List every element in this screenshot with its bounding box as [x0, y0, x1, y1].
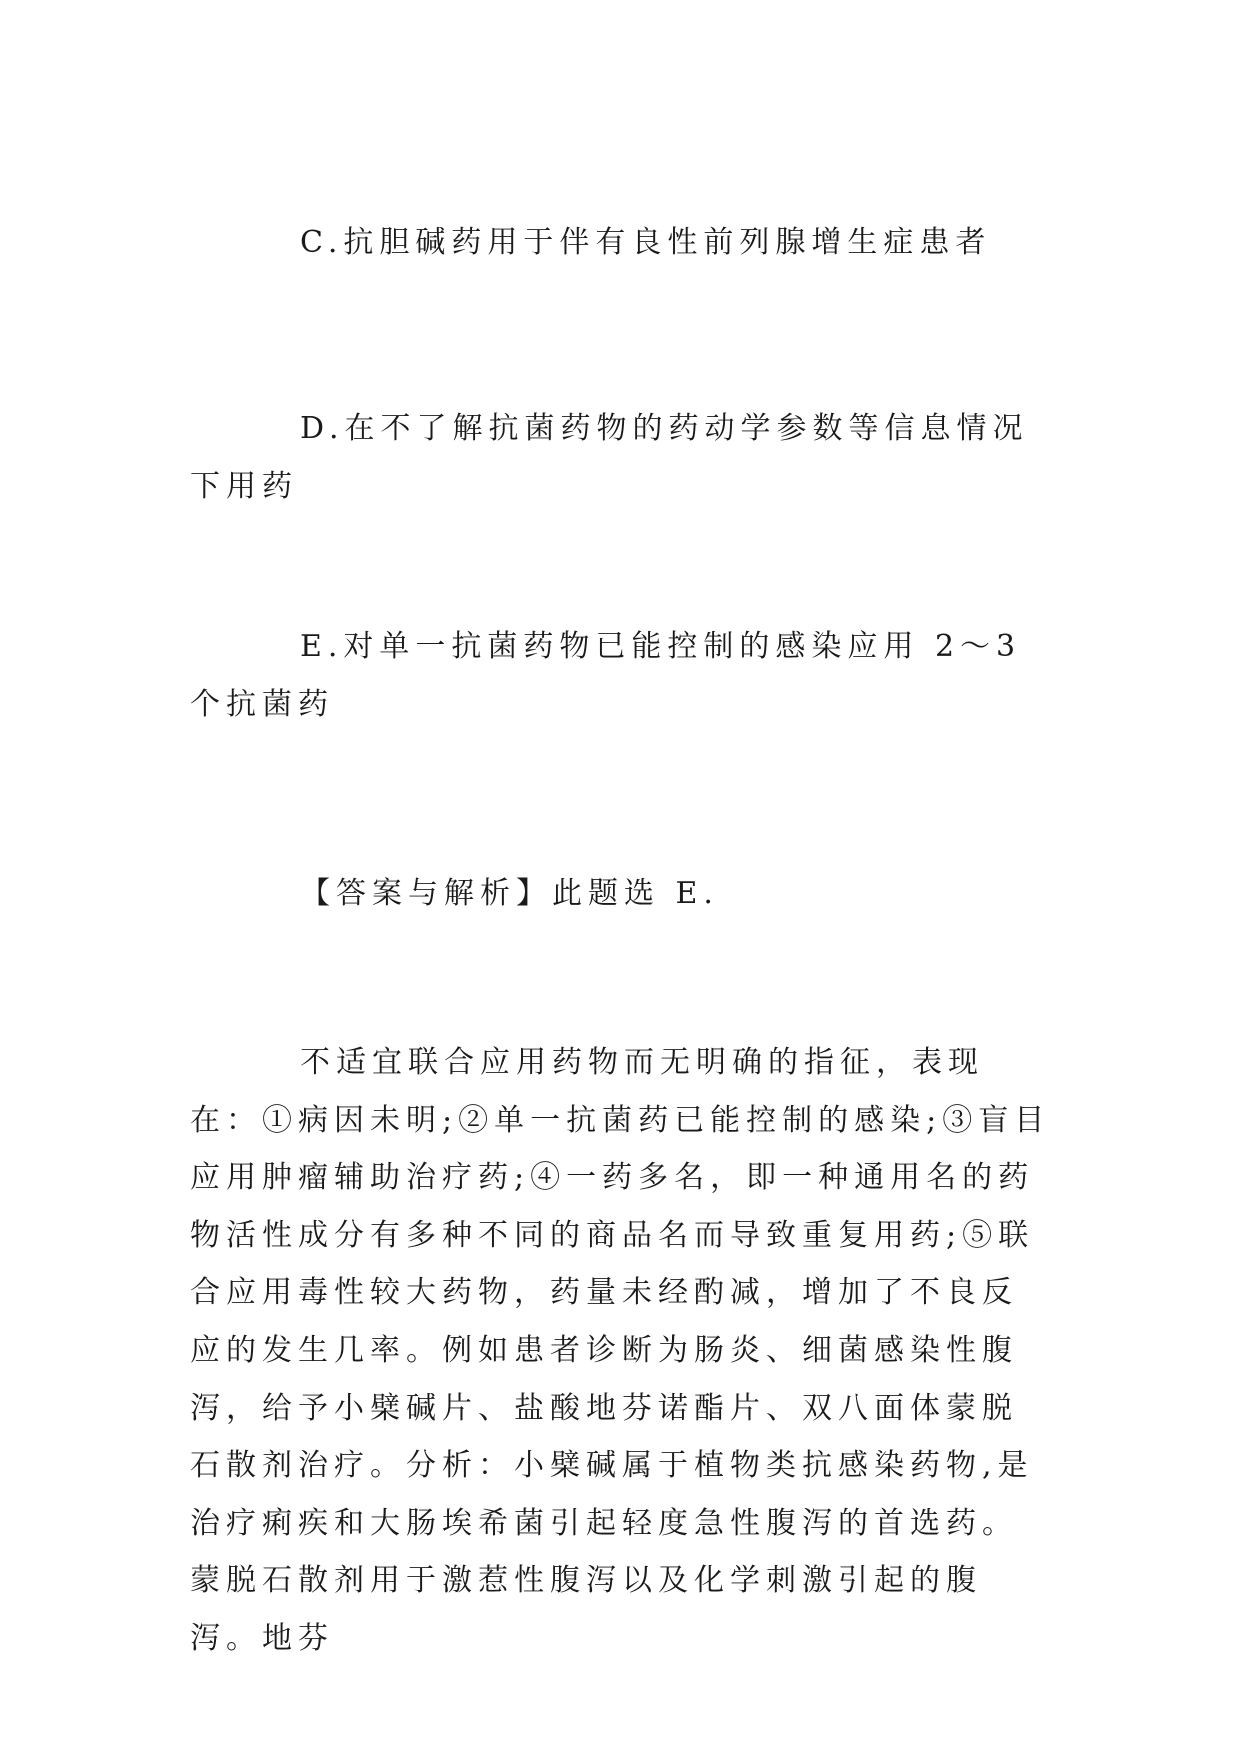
option-d: D.在不了解抗菌药物的药动学参数等信息情况下用药	[190, 411, 1029, 504]
option-c: C.抗胆碱药用于伴有良性前列腺增生症患者	[300, 225, 992, 260]
answer-heading: 【答案与解析】此题选 E.	[300, 876, 719, 911]
option-e: E.对单一抗菌药物已能控制的感染应用 2～3 个抗菌药	[190, 629, 1037, 722]
analysis-paragraph: 不适宜联合应用药物而无明确的指征，表现在：①病因未明;②单一抗菌药已能控制的感染;③盲目应用肿瘤辅助治疗药;④一药多名，即一种通用名的药物活性成分有多种不同的商品名而导致重复用药;⑤联合应用毒性较大药物，药量未经酌减，增加了不良反应的发生几率。例如患者诊断为肠炎、细菌感染性腹泻，给予小檗碱片、盐酸地芬诺酯片、双八面体蒙脱石散剂治疗。分析：小檗碱属于植物类抗感染药物,是治疗痢疾和大肠埃希菌引起轻度急性腹泻的首选药。蒙脱石散剂用于激惹性腹泻以及化学刺激引起的腹泻。地芬	[190, 1045, 1051, 1656]
